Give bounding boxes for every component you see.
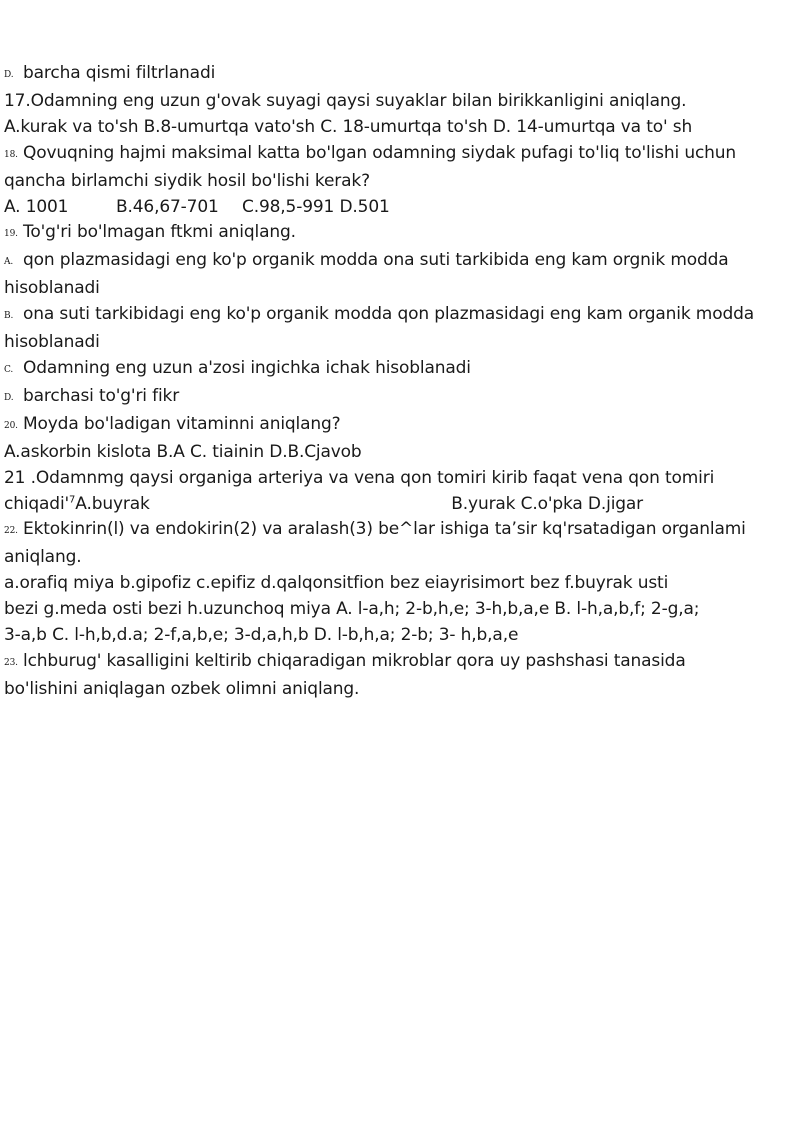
superscript-mark: 7	[69, 493, 76, 505]
question-number: 23.	[4, 657, 18, 668]
option-text: barcha qismi filtrlanadi	[23, 63, 216, 83]
document-page	[4, 61, 798, 703]
option-marker: C.	[4, 364, 14, 375]
question-number: 20.	[4, 420, 18, 431]
option-marker: D.	[4, 392, 14, 403]
option-a-line	[4, 248, 798, 276]
question-21-answers	[4, 492, 798, 518]
question-21: 21 .Odamnmg qaysi organiga arteriya va vena qon tomiri kirib faqat vena qon tomiri	[4, 467, 715, 488]
question-text: chiqadi'	[4, 493, 70, 514]
question-18	[4, 141, 798, 169]
option-b-line	[4, 302, 798, 330]
answer-a: A.buyrak	[75, 493, 150, 514]
question-text: lchburug' kasalligini keltirib chiqaradigan mikroblar qora uy pashshasi tanasida	[23, 650, 686, 671]
option-text: ona suti tarkibidagi eng ko'p organik modda qon plazmasidagi eng kam organik modda	[23, 304, 755, 325]
option-b-continued: hisoblanadi	[4, 332, 100, 353]
question-19	[4, 220, 798, 248]
option-marker: D.	[4, 70, 14, 80]
answer-a: A. 1001	[4, 196, 69, 217]
question-number: 19.	[4, 229, 18, 240]
question-number: 22.	[4, 526, 18, 537]
option-marker: A.	[4, 257, 14, 268]
question-text: Qovuqning hajmi maksimal katta bo'lgan odamning siydak pufagi to'liq to'lishi uchun	[23, 142, 737, 163]
answer-c-d: C.98,5-991 D.501	[242, 196, 390, 217]
question-22-options-continued: bezi g.meda osti bezi h.uzunchoq miya A. l-a,h; 2-b,h,e; 3-h,b,a,e B. l-h,a,b,f; 2-g,a;	[4, 599, 700, 620]
option-text: barchasi to'g'ri fikr	[23, 385, 180, 406]
question-text: Ektokinrin(l) va endokirin(2) va aralash(3) be^lar ishiga ta’sir kq'rsatadigan organlami	[23, 519, 746, 540]
question-number: 18.	[4, 149, 18, 160]
question-22-continued: aniqlang.	[4, 547, 82, 568]
question-18-continued: qancha birlamchi siydik hosil bo'lishi kerak?	[4, 170, 370, 191]
option-text: qon plazmasidagi eng ko'p organik modda ona suti tarkibida eng kam orgnik modda	[23, 250, 729, 271]
question-18-answers	[4, 195, 798, 221]
option-d-line	[4, 384, 798, 412]
option-c-line	[4, 356, 798, 384]
question-23-continued: bo'lishini aniqlagan ozbek olimni aniqlang.	[4, 678, 360, 699]
answer-b: B.46,67-701	[116, 196, 219, 217]
question-22-answers: 3-a,b C. l-h,b,d.a; 2-f,a,b,e; 3-d,a,h,b D. l-b,h,a; 2-b; 3- h,b,a,e	[4, 625, 519, 646]
question-22-options: a.orafiq miya b.gipofiz c.epifiz d.qalqonsitfion bez eiayrisimort bez f.buyrak usti	[4, 573, 669, 594]
question-text: To'g'ri bo'lmagan ftkmi aniqlang.	[23, 222, 296, 243]
option-marker: B.	[4, 311, 14, 322]
option-text: Odamning eng uzun a'zosi ingichka ichak hisoblanadi	[23, 357, 471, 378]
question-20-answers: A.askorbin kislota B.A C. tiainin D.B.Cjavob	[4, 441, 362, 462]
question-17-answers: A.kurak va to'sh B.8-umurtqa vato'sh C. 18-umurtqa to'sh D. 14-umurtqa va to' sh	[4, 116, 693, 137]
question-text: Moyda bo'ladigan vitaminni aniqlang?	[23, 413, 341, 434]
option-a-continued: hisoblanadi	[4, 278, 100, 299]
answer-b-c-d: B.yurak C.o'pka D.jigar	[451, 493, 644, 514]
question-23	[4, 649, 798, 677]
question-17: 17.Odamning eng uzun g'ovak suyagi qaysi suyaklar bilan birikkanligini aniqlang.	[4, 90, 687, 111]
question-22	[4, 517, 798, 545]
question-20	[4, 412, 798, 440]
option-d-line	[4, 61, 798, 89]
